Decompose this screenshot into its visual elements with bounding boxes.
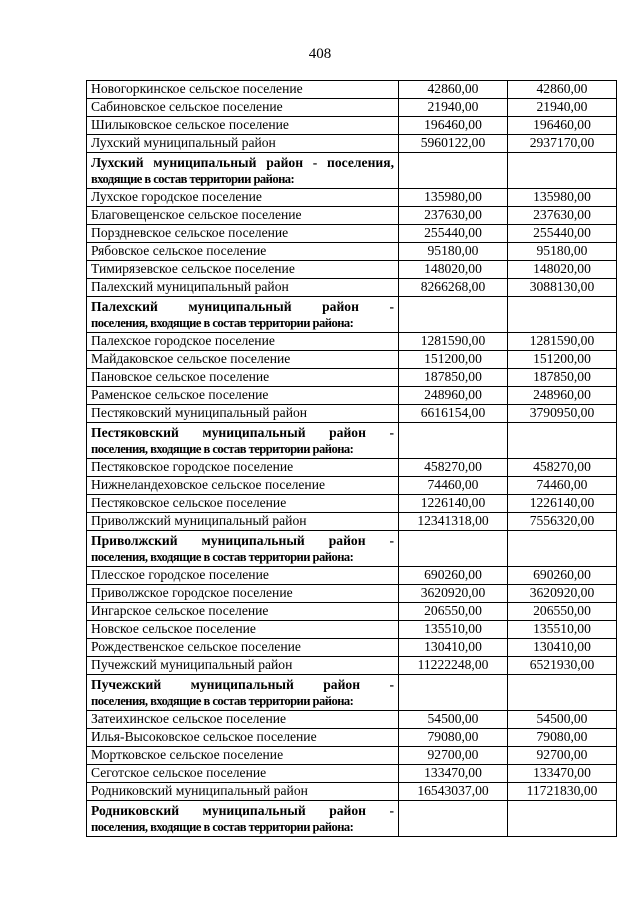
row-name-cell: Пестяковский муниципальный район bbox=[87, 405, 399, 423]
empty-cell-2 bbox=[508, 675, 617, 711]
row-value-2-cell: 135510,00 bbox=[508, 621, 617, 639]
heading-line-2: поселения, входящие в состав территории района: bbox=[91, 693, 354, 708]
table-row bbox=[87, 747, 617, 765]
table-row bbox=[87, 513, 617, 531]
table-row bbox=[87, 729, 617, 747]
row-name-cell: Раменское сельское поселение bbox=[87, 387, 399, 405]
row-value-2-cell: 133470,00 bbox=[508, 765, 617, 783]
row-value-1-cell: 133470,00 bbox=[399, 765, 508, 783]
row-value-1-cell: 5960122,00 bbox=[399, 135, 508, 153]
table-row bbox=[87, 711, 617, 729]
row-name-cell: Мортковское сельское поселение bbox=[87, 747, 399, 765]
heading-line-2: поселения, входящие в состав территории района: bbox=[91, 315, 354, 330]
table-row bbox=[87, 603, 617, 621]
budget-table bbox=[86, 80, 617, 837]
row-value-2-cell: 2937170,00 bbox=[508, 135, 617, 153]
row-value-2-cell: 1281590,00 bbox=[508, 333, 617, 351]
empty-cell-2 bbox=[508, 423, 617, 459]
row-value-2-cell: 3790950,00 bbox=[508, 405, 617, 423]
row-value-2-cell: 11721830,00 bbox=[508, 783, 617, 801]
table-row bbox=[87, 117, 617, 135]
row-value-1-cell: 92700,00 bbox=[399, 747, 508, 765]
row-value-2-cell: 196460,00 bbox=[508, 117, 617, 135]
row-value-2-cell: 237630,00 bbox=[508, 207, 617, 225]
row-value-2-cell: 95180,00 bbox=[508, 243, 617, 261]
row-value-1-cell: 16543037,00 bbox=[399, 783, 508, 801]
empty-cell-1 bbox=[399, 801, 508, 837]
row-name-cell: Нижнеландеховское сельское поселение bbox=[87, 477, 399, 495]
heading-line-1: Приволжский муниципальный район - bbox=[91, 532, 394, 548]
row-name-cell: Пановское сельское поселение bbox=[87, 369, 399, 387]
row-value-1-cell: 12341318,00 bbox=[399, 513, 508, 531]
row-value-1-cell: 248960,00 bbox=[399, 387, 508, 405]
table-row bbox=[87, 657, 617, 675]
heading-line-1: Лухский муниципальный район - поселения, bbox=[91, 154, 394, 170]
row-value-2-cell: 130410,00 bbox=[508, 639, 617, 657]
heading-line-2: входящие в состав территории района: bbox=[91, 171, 295, 186]
row-value-1-cell: 95180,00 bbox=[399, 243, 508, 261]
row-name-cell: Шилыковское сельское поселение bbox=[87, 117, 399, 135]
row-value-2-cell: 148020,00 bbox=[508, 261, 617, 279]
heading-line-1: Пучежский муниципальный район - bbox=[91, 676, 394, 692]
row-name-cell: Плесское городское поселение bbox=[87, 567, 399, 585]
table-row bbox=[87, 495, 617, 513]
row-value-2-cell: 248960,00 bbox=[508, 387, 617, 405]
row-value-1-cell: 54500,00 bbox=[399, 711, 508, 729]
row-name-cell: Новское сельское поселение bbox=[87, 621, 399, 639]
row-name-cell: Сеготское сельское поселение bbox=[87, 765, 399, 783]
table-row bbox=[87, 99, 617, 117]
row-value-1-cell: 151200,00 bbox=[399, 351, 508, 369]
table-row bbox=[87, 405, 617, 423]
table-row-heading bbox=[87, 801, 617, 837]
row-value-1-cell: 148020,00 bbox=[399, 261, 508, 279]
row-name-cell: Пучежский муниципальный район bbox=[87, 657, 399, 675]
heading-line-2: поселения, входящие в состав территории района: bbox=[91, 819, 354, 834]
row-value-2-cell: 151200,00 bbox=[508, 351, 617, 369]
row-name-cell: Лухский муниципальный район bbox=[87, 135, 399, 153]
row-heading-cell bbox=[87, 297, 399, 333]
row-name-cell: Палехское городское поселение bbox=[87, 333, 399, 351]
row-value-1-cell: 130410,00 bbox=[399, 639, 508, 657]
row-value-1-cell: 255440,00 bbox=[399, 225, 508, 243]
row-value-2-cell: 3088130,00 bbox=[508, 279, 617, 297]
table-row bbox=[87, 477, 617, 495]
row-heading-cell bbox=[87, 675, 399, 711]
table-row bbox=[87, 225, 617, 243]
row-value-2-cell: 3620920,00 bbox=[508, 585, 617, 603]
row-value-2-cell: 458270,00 bbox=[508, 459, 617, 477]
row-name-cell: Майдаковское сельское поселение bbox=[87, 351, 399, 369]
row-heading-cell bbox=[87, 153, 399, 189]
table-row bbox=[87, 351, 617, 369]
table-row bbox=[87, 621, 617, 639]
row-value-1-cell: 237630,00 bbox=[399, 207, 508, 225]
empty-cell-1 bbox=[399, 423, 508, 459]
table-row-heading bbox=[87, 675, 617, 711]
row-name-cell: Новогоркинское сельское поселение bbox=[87, 81, 399, 99]
table-row bbox=[87, 207, 617, 225]
row-name-cell: Порздневское сельское поселение bbox=[87, 225, 399, 243]
heading-line-2: поселения, входящие в состав территории района: bbox=[91, 549, 354, 564]
empty-cell-2 bbox=[508, 153, 617, 189]
table-row bbox=[87, 567, 617, 585]
row-value-1-cell: 8266268,00 bbox=[399, 279, 508, 297]
row-value-2-cell: 135980,00 bbox=[508, 189, 617, 207]
table-row bbox=[87, 261, 617, 279]
page-number: 408 bbox=[308, 46, 332, 62]
row-value-2-cell: 92700,00 bbox=[508, 747, 617, 765]
empty-cell-2 bbox=[508, 297, 617, 333]
row-name-cell: Пестяковское сельское поселение bbox=[87, 495, 399, 513]
heading-line-1: Родниковский муниципальный район - bbox=[91, 802, 394, 818]
row-value-1-cell: 206550,00 bbox=[399, 603, 508, 621]
empty-cell-1 bbox=[399, 297, 508, 333]
row-value-1-cell: 458270,00 bbox=[399, 459, 508, 477]
row-value-2-cell: 206550,00 bbox=[508, 603, 617, 621]
row-name-cell: Пестяковское городское поселение bbox=[87, 459, 399, 477]
table-row bbox=[87, 639, 617, 657]
row-name-cell: Затеихинское сельское поселение bbox=[87, 711, 399, 729]
row-value-1-cell: 187850,00 bbox=[399, 369, 508, 387]
row-value-2-cell: 21940,00 bbox=[508, 99, 617, 117]
row-value-1-cell: 42860,00 bbox=[399, 81, 508, 99]
row-value-2-cell: 7556320,00 bbox=[508, 513, 617, 531]
row-value-1-cell: 74460,00 bbox=[399, 477, 508, 495]
row-name-cell: Приволжский муниципальный район bbox=[87, 513, 399, 531]
table-row bbox=[87, 369, 617, 387]
table-row bbox=[87, 387, 617, 405]
table-row bbox=[87, 279, 617, 297]
row-name-cell: Лухское городское поселение bbox=[87, 189, 399, 207]
table-row bbox=[87, 81, 617, 99]
row-name-cell: Сабиновское сельское поселение bbox=[87, 99, 399, 117]
table-row bbox=[87, 765, 617, 783]
row-name-cell: Приволжское городское поселение bbox=[87, 585, 399, 603]
row-value-2-cell: 74460,00 bbox=[508, 477, 617, 495]
table-row bbox=[87, 459, 617, 477]
table-row bbox=[87, 243, 617, 261]
row-value-2-cell: 187850,00 bbox=[508, 369, 617, 387]
row-value-2-cell: 255440,00 bbox=[508, 225, 617, 243]
row-name-cell: Родниковский муниципальный район bbox=[87, 783, 399, 801]
table-row-heading bbox=[87, 297, 617, 333]
row-heading-cell bbox=[87, 531, 399, 567]
row-value-1-cell: 3620920,00 bbox=[399, 585, 508, 603]
row-value-1-cell: 135980,00 bbox=[399, 189, 508, 207]
empty-cell-1 bbox=[399, 531, 508, 567]
heading-line-2: поселения, входящие в состав территории района: bbox=[91, 441, 354, 456]
empty-cell-1 bbox=[399, 675, 508, 711]
table-row bbox=[87, 783, 617, 801]
row-value-2-cell: 690260,00 bbox=[508, 567, 617, 585]
row-value-1-cell: 11222248,00 bbox=[399, 657, 508, 675]
table-row bbox=[87, 585, 617, 603]
table-row bbox=[87, 135, 617, 153]
row-value-1-cell: 6616154,00 bbox=[399, 405, 508, 423]
empty-cell-2 bbox=[508, 531, 617, 567]
empty-cell-1 bbox=[399, 153, 508, 189]
row-name-cell: Ингарское сельское поселение bbox=[87, 603, 399, 621]
table-row-heading bbox=[87, 153, 617, 189]
row-name-cell: Рябовское сельское поселение bbox=[87, 243, 399, 261]
table-row bbox=[87, 333, 617, 351]
row-value-1-cell: 21940,00 bbox=[399, 99, 508, 117]
table-body bbox=[87, 81, 617, 837]
row-heading-cell bbox=[87, 423, 399, 459]
row-value-2-cell: 79080,00 bbox=[508, 729, 617, 747]
row-value-1-cell: 135510,00 bbox=[399, 621, 508, 639]
row-name-cell: Благовещенское сельское поселение bbox=[87, 207, 399, 225]
heading-line-1: Палехский муниципальный район - bbox=[91, 298, 394, 314]
heading-line-1: Пестяковский муниципальный район - bbox=[91, 424, 394, 440]
row-value-2-cell: 1226140,00 bbox=[508, 495, 617, 513]
row-name-cell: Палехский муниципальный район bbox=[87, 279, 399, 297]
row-name-cell: Тимирязевское сельское поселение bbox=[87, 261, 399, 279]
row-name-cell: Илья-Высоковское сельское поселение bbox=[87, 729, 399, 747]
table-row bbox=[87, 189, 617, 207]
empty-cell-2 bbox=[508, 801, 617, 837]
row-heading-cell bbox=[87, 801, 399, 837]
row-value-1-cell: 1226140,00 bbox=[399, 495, 508, 513]
row-value-1-cell: 1281590,00 bbox=[399, 333, 508, 351]
row-value-2-cell: 54500,00 bbox=[508, 711, 617, 729]
row-value-2-cell: 42860,00 bbox=[508, 81, 617, 99]
row-value-2-cell: 6521930,00 bbox=[508, 657, 617, 675]
row-value-1-cell: 79080,00 bbox=[399, 729, 508, 747]
table-row-heading bbox=[87, 423, 617, 459]
row-name-cell: Рождественское сельское поселение bbox=[87, 639, 399, 657]
table-row-heading bbox=[87, 531, 617, 567]
row-value-1-cell: 690260,00 bbox=[399, 567, 508, 585]
row-value-1-cell: 196460,00 bbox=[399, 117, 508, 135]
